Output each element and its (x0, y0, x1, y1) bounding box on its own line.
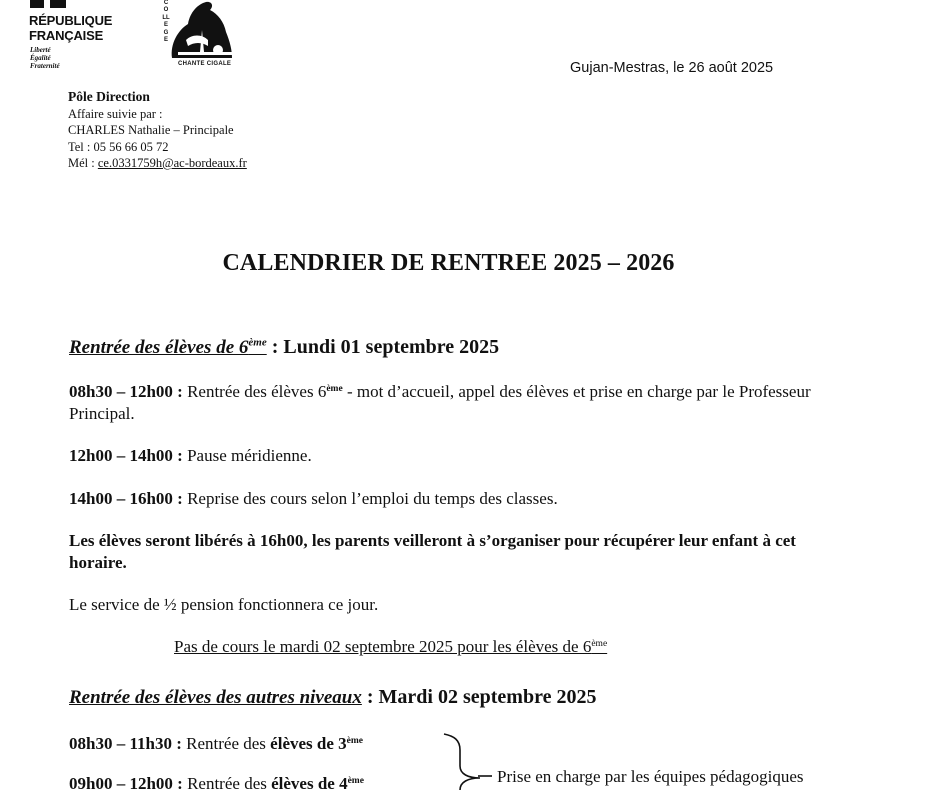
slot-time: 09h00 – 12h00 : (69, 774, 183, 793)
mail-link[interactable]: ce.0331759h@ac-bordeaux.fr (97, 156, 247, 170)
slot-time: 14h00 – 16h00 : (69, 489, 183, 508)
followed-by: Affaire suivie par : (68, 106, 163, 121)
sixth-slot-1: 08h30 – 12h00 : Rentrée des élèves 6ème - mot d’accueil, appel des élèves et prise en charge par le Professeur Principal. (69, 382, 811, 423)
motto-fraternite: Fraternité (30, 62, 60, 70)
marianne-logo (30, 0, 66, 8)
page-title: CALENDRIER DE RENTREE 2025 – 2026 (222, 250, 675, 276)
half-board-notice: Le service de ½ pension fonctionnera ce jour. (69, 595, 379, 614)
sixth-date: Lundi 01 septembre 2025 (283, 336, 500, 358)
contact-tel: Tel : 05 56 66 05 72 (68, 139, 169, 154)
others-slot-2: 09h00 – 12h00 : Rentrée des élèves de 4ème (69, 774, 364, 793)
contact-person: CHARLES Nathalie – Principale (68, 123, 234, 137)
college-vertical-label: COLLEGE (162, 0, 170, 44)
mail-label: Mél : (68, 156, 98, 170)
republic-motto (30, 46, 60, 70)
republique-francaise-name (29, 13, 112, 43)
others-slot-1: 08h30 – 11h30 : Rentrée des élèves de 3ème (69, 734, 364, 753)
sixth-slot-3: 14h00 – 16h00 : Reprise des cours selon l’emploi du temps des classes. (69, 489, 558, 508)
slot-time: 08h30 – 12h00 : (69, 382, 183, 401)
republic-line-1: RÉPUBLIQUE (29, 13, 113, 28)
slot-time: 12h00 – 14h00 : (69, 446, 183, 465)
sixth-slot-2: 12h00 – 14h00 : Pause méridienne. (69, 446, 312, 465)
sender-block (68, 89, 247, 172)
contact-mail-line (68, 155, 247, 172)
no-class-notice: Pas de cours le mardi 02 septembre 2025 pour les élèves de 6ème (174, 637, 608, 656)
motto-egalite: Égalité (30, 54, 51, 62)
college-name: CHANTE CIGALE (178, 61, 232, 67)
department: Pôle Direction (68, 89, 150, 104)
others-heading (69, 686, 596, 709)
others-sep: : (361, 686, 379, 708)
sixth-label: Rentrée des élèves de 6ème (69, 336, 267, 358)
republic-line-2: FRANÇAISE (29, 28, 104, 43)
sixth-heading (69, 336, 499, 359)
place-date: Gujan-Mestras, le 26 août 2025 (570, 60, 774, 76)
sixth-sep: : (266, 336, 284, 358)
slot-time: 08h30 – 11h30 : (69, 734, 182, 753)
motto-liberte: Liberté (30, 46, 51, 54)
care-note: Prise en charge par les équipes pédagogiques (497, 767, 804, 786)
curly-brace-icon (440, 732, 500, 792)
others-date: Mardi 02 septembre 2025 (378, 686, 597, 708)
release-notice: Les élèves seront libérés à 16h00, les parents veilleront à s’organiser pour récupérer leur enfant à cet horaire. (69, 531, 796, 572)
others-label: Rentrée des élèves des autres niveaux (69, 687, 362, 708)
